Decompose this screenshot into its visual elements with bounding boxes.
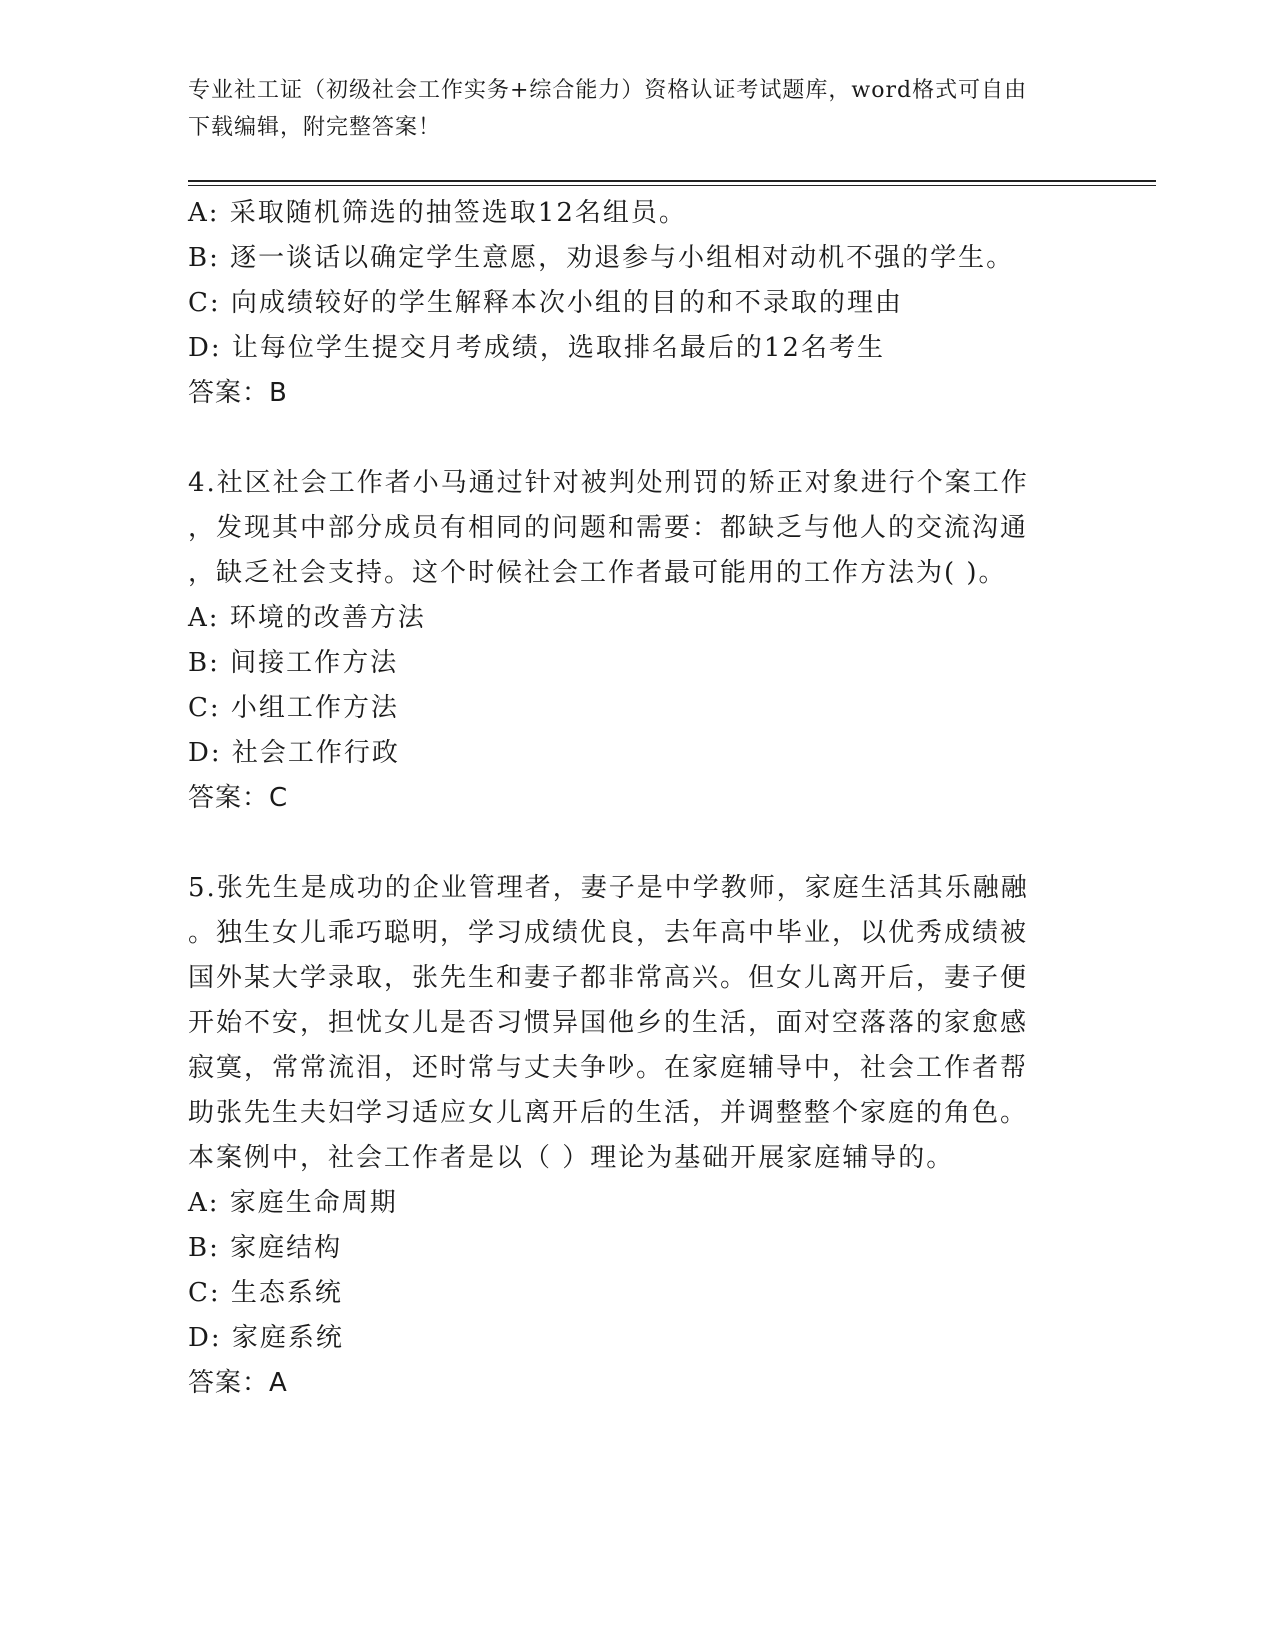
option-d: D: 社会工作行政 bbox=[188, 738, 400, 768]
option-c: C: 生态系统 bbox=[188, 1278, 343, 1308]
option-b: B: 家庭结构 bbox=[188, 1233, 343, 1263]
question-stem-line: 4.社区社会工作者小马通过针对被判处刑罚的矫正对象进行个案工作 bbox=[188, 468, 1029, 498]
option-b: B: 逐一谈话以确定学生意愿，劝退参与小组相对动机不强的学生。 bbox=[188, 243, 1015, 273]
option-c: C: 小组工作方法 bbox=[188, 693, 399, 723]
option-a: A: 环境的改善方法 bbox=[188, 603, 426, 633]
question-5 bbox=[188, 866, 1068, 1406]
question-stem-line: 国外某大学录取，张先生和妻子都非常高兴。但女儿离开后，妻子便 bbox=[188, 963, 1029, 993]
header-rule-thin bbox=[188, 185, 1156, 186]
question-stem-line: 助张先生夫妇学习适应女儿离开后的生活，并调整整个家庭的角色。 bbox=[188, 1098, 1029, 1128]
question-stem-line: 寂寞，常常流泪，还时常与丈夫争吵。在家庭辅导中，社会工作者帮 bbox=[188, 1053, 1029, 1083]
question-stem-line: 5.张先生是成功的企业管理者，妻子是中学教师，家庭生活其乐融融 bbox=[188, 873, 1029, 903]
question-stem-line: 本案例中，社会工作者是以（ ）理论为基础开展家庭辅导的。 bbox=[188, 1143, 955, 1173]
header-rule-thick bbox=[188, 180, 1156, 182]
question-stem-line: ，缺乏社会支持。这个时候社会工作者最可能用的工作方法为( )。 bbox=[188, 558, 1007, 588]
option-a: A: 采取随机筛选的抽签选取12名组员。 bbox=[188, 198, 687, 228]
question-stem-line: ，发现其中部分成员有相同的问题和需要：都缺乏与他人的交流沟通 bbox=[188, 513, 1029, 543]
option-a: A: 家庭生命周期 bbox=[188, 1188, 398, 1218]
spacer bbox=[188, 821, 1068, 866]
question-3 bbox=[188, 191, 1068, 416]
question-content bbox=[188, 191, 1068, 1406]
header-line-2: 下载编辑，附完整答案！ bbox=[188, 115, 442, 140]
option-b: B: 间接工作方法 bbox=[188, 648, 399, 678]
option-c: C: 向成绩较好的学生解释本次小组的目的和不录取的理由 bbox=[188, 288, 903, 318]
answer: 答案：B bbox=[188, 378, 288, 408]
header-line-1: 专业社工证（初级社会工作实务+综合能力）资格认证考试题库，word格式可自由 bbox=[188, 78, 1028, 103]
option-d: D: 家庭系统 bbox=[188, 1323, 344, 1353]
answer: 答案：A bbox=[188, 1368, 288, 1398]
question-4 bbox=[188, 461, 1068, 821]
question-stem-line: 。独生女儿乖巧聪明，学习成绩优良，去年高中毕业，以优秀成绩被 bbox=[188, 918, 1029, 948]
option-d: D: 让每位学生提交月考成绩，选取排名最后的12名考生 bbox=[188, 333, 885, 363]
question-stem-line: 开始不安，担忧女儿是否习惯异国他乡的生活，面对空落落的家愈感 bbox=[188, 1008, 1029, 1038]
answer: 答案：C bbox=[188, 783, 289, 813]
spacer bbox=[188, 416, 1068, 461]
document-header bbox=[188, 72, 1088, 146]
